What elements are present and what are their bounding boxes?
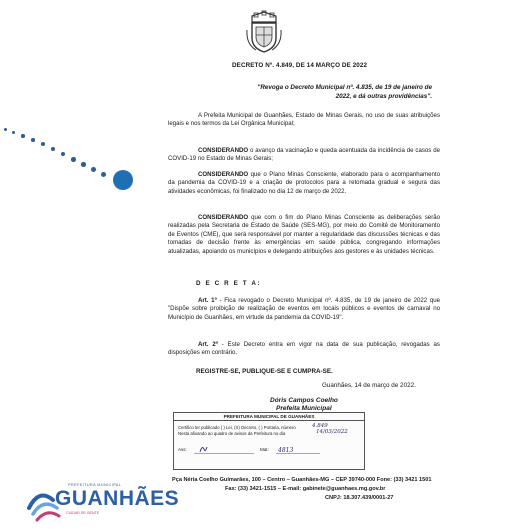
stamp-mat-label: Mat: (260, 447, 269, 452)
signature-role: Prefeita Municipal (276, 405, 332, 412)
considerando-2: CONSIDERANDO que o Plano Minas Consciente, elaborado para o acompanhamento da pandemia da COVID-19 e a criação de protocolos para a retomada gradual e segura das atividades econômicas, foi finalizado no dia 12 de março de 2022. (168, 171, 440, 195)
coat-of-arms-icon (244, 10, 284, 54)
publication-stamp (173, 412, 365, 470)
stamp-handwritten-date: 14/03/2022 (316, 429, 348, 435)
logo-tagline-top: PREFEITURA MUNICIPAL (68, 483, 122, 487)
article-2: Art. 2º - Este Decreto entra em vigor na data de sua publicação, revogadas as disposições em contrário. (168, 341, 440, 357)
article-1: Art. 1º - Fica revogado o Decreto Municipal nº. 4.835, de 19 de janeiro de 2022 que "Dispõe sobre proibição de realização de eventos em locais públicos e eventos de carnaval no Município de Guanhães, em virtude da pandemia da COVID-19". (168, 297, 440, 321)
date-line: Guanhães, 14 de março de 2022. (322, 382, 416, 389)
decreta-heading: D E C R E T A: (196, 280, 262, 287)
decree-title: DECRETO Nº. 4.849, DE 14 MARÇO DE 2022 (232, 62, 368, 69)
logo-tagline-bottom: CUIDAR DE GENTE (66, 511, 100, 515)
stamp-header: PREFEITURA MUNICIPAL DE GUANHÃES (174, 414, 364, 421)
registre-line: REGISTRE-SE, PUBLIQUE-SE E CUMPRA-SE. (196, 368, 333, 375)
signature-name: Dóris Campos Coelho (270, 397, 338, 404)
stamp-ass-label: Ass: (178, 447, 187, 452)
logo-name: GUANHÃES (55, 487, 180, 510)
decree-ementa: "Revoga o Decreto Municipal nº. 4.835, de 19 de janeiro de 2022, e dá outras providências". (257, 84, 432, 100)
footer-contact: Fax: (33) 3421-1515 – E-mail: gabinete@guanhaes.mg.gov.br (225, 486, 386, 492)
stamp-mat-value: 4813 (278, 447, 294, 454)
stamp-handwritten-number: 4.849 (312, 423, 328, 429)
considerando-1: CONSIDERANDO o avanço da vacinação e queda acentuada da incidência de casos de COVID-19 no Estado de Minas Gerais; (168, 147, 440, 163)
footer-cnpj: CNPJ: 18.307.439/0001-27 (325, 495, 394, 501)
stamp-signature-scribble-icon (194, 444, 254, 454)
stamp-line-1: Certifico ter publicado ( ) Lei, (X) Decreto, ( ) Portaria, número (178, 425, 296, 430)
decorative-big-dot (113, 170, 133, 190)
footer-address: Pça Néria Coelho Guimarães, 100 – Centro – Guanhães-MG – CEP 39740-000 Fone: (33) 3421 1501 (172, 477, 432, 483)
considerando-3: CONSIDERANDO que com o fim do Plano Minas Consciente as deliberações serão realizadas pela Secretaria de Estado de Saúde (SES-MG), por meio do Comitê de Monitoramento de Eventos (CME), que será responsável por manter a regularidade das discussões técnicas e das tomadas de decisão frente às emergências em saúde pública, congregando informações atualizadas, apoiando os municípios e delegando atribuições aos gestores e às unidades técnicas. (168, 214, 440, 255)
stamp-line-2: Nesta afixando ao quadro de avisos da Prefeitura no dia (178, 431, 286, 436)
intro-paragraph: A Prefeita Municipal de Guanhães, Estado de Minas Gerais, no uso de suas atribuições legais e nos termos da Lei Orgânica Municipal; (168, 112, 440, 128)
